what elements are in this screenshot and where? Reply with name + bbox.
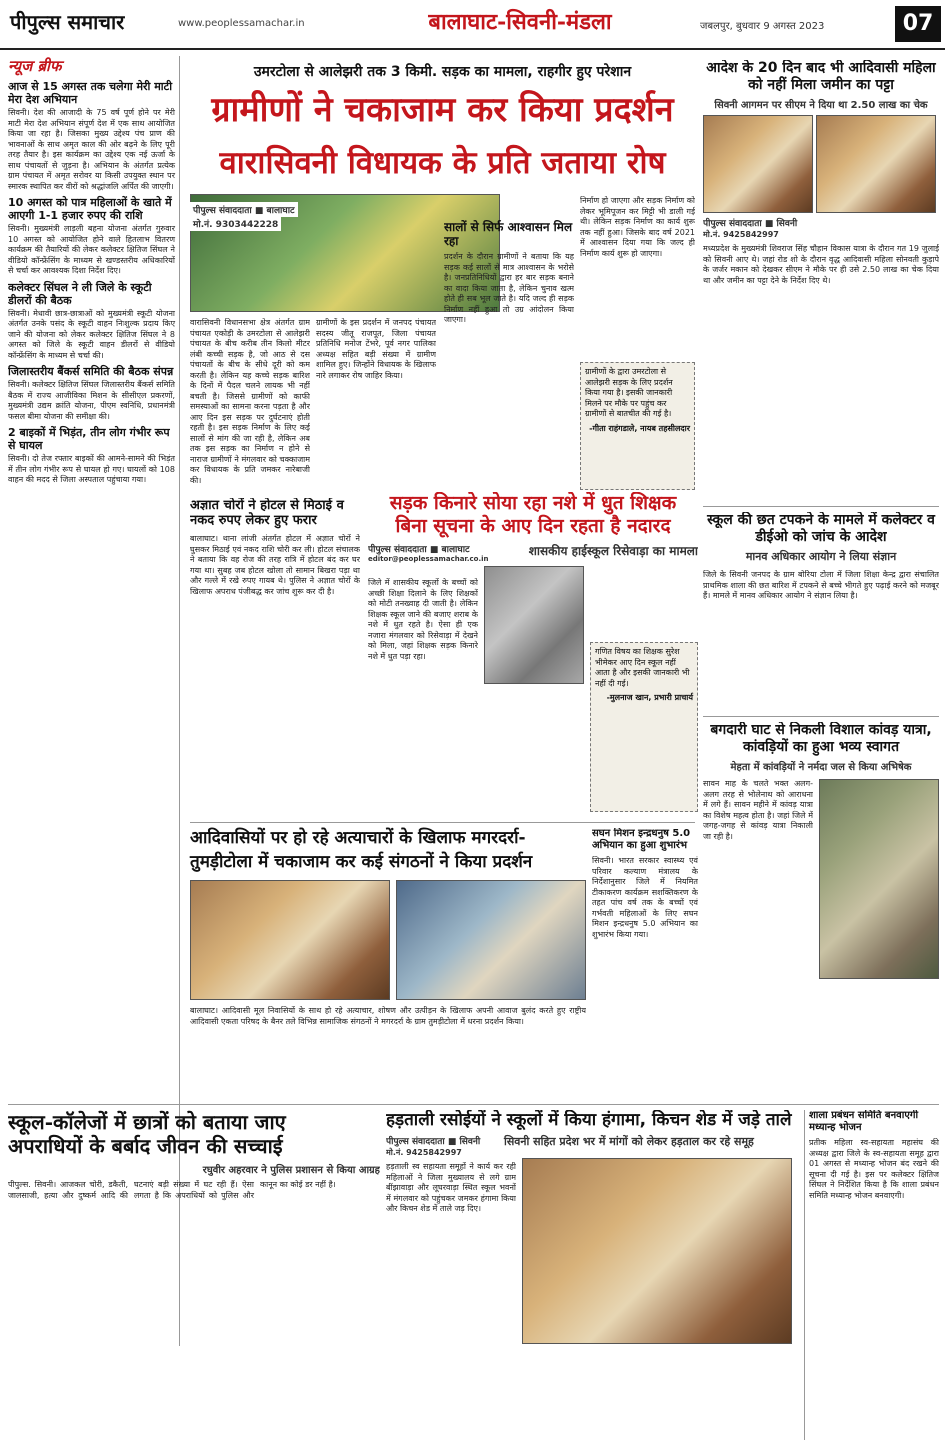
lead-headline: ग्रामीणों ने चकाजाम कर किया प्रदर्शन xyxy=(211,90,674,130)
page-number: 07 xyxy=(895,6,941,42)
cook-strike-headline: हड़ताली रसोईयों ने स्कूलों में किया हंगामा, किचन शेड में जड़े ताले xyxy=(386,1110,792,1130)
teacher-subheadline: बिना सूचना के आए दिन रहता है नदारद xyxy=(395,515,671,537)
lead-body: वारासिवनी विधानसभा क्षेत्र अंतर्गत ग्राम पंचायत एकोड़ी के उमरटोला से आलेझरी पंचायत के बीच करीब तीन किलो मीटर लंबी कच्ची सड़क है, जो आठ से दस पंचायतों के बीच के सीधे दूरी को कम करती है। लेकिन यह कच्चे सड़क बारिश के दिनों में पैदल चलने लायक भी नहीं बचती है। जिससे ग्रामीणों को काफी समस्याओं का सामना करना पड़ता है और आए दिन इस सड़क पर दुर्घटनाएं होती रहती है। इस सड़क निर्माण के लिए कई सालों से मांग की जा रही है, लेकिन अब तक इस सड़क का निर्माण न होने से नाराज ग्रामीणों ने मंगलवार को चक्काजाम कर विधायक के प्रति जमकर नारेबाजी की। xyxy=(190,318,310,485)
sidebar-body: प्रदर्शन के दौरान ग्रामीणों ने बताया कि यह सड़क कई सालों से मात्र आश्वासन के भरोसे है। जनप्रतिनिधियों द्वारा हर बार सड़क बनाने का वादा किया जाता है, लेकिन चुनाव खत्म होते ही सब भूल जाते है। यदि जल्द ही सड़क निर्माण नहीं हुआ तो उग्र आंदोलन किया जाएगा। xyxy=(444,252,574,324)
meal-committee-body: प्रतीक महिला स्व-सहायता महासंघ की अध्यक्ष द्वारा जिले के स्व-सहायता समूह द्वारा 01 अगस्त से मध्यान्ह भोजन बंद रखने की सूचना दी गई है। इस पर कलेक्टर क्षितिज सिंघल ने निर्देशित किया है कि शाला प्रबंधन समिति मध्यान्ह भोजन बनवाएगी। xyxy=(809,1138,939,1200)
divider xyxy=(8,1104,939,1105)
cook-strike-story xyxy=(386,1110,796,1440)
divider xyxy=(703,716,939,717)
newspaper-logo: पीपुल्स समाचार xyxy=(10,10,125,34)
tribal-headline-text: आदिवासियों पर हो रहे अत्याचारों के खिलाफ मगरदर्रा- xyxy=(190,828,526,848)
teacher-photo xyxy=(484,566,584,684)
teacher-quote-attribution: -मुलनाज खान, प्रभारी प्राचार्य xyxy=(606,693,693,702)
right-body: मध्यप्रदेश के मुख्यमंत्री शिवराज सिंह चौहान विकास यात्रा के दौरान गत 19 जुलाई को सिवनी आए थे। जहां रोड शो के दौरान वृद्ध आदिवासी महिला सोनवती कुड़ापे के जर्जर मकान को देखकर सीएम ने मौके पर ही उसे 2.50 लाख का चेक दिया था और जमीन का पट्टा देने के निर्देश दिए थे। xyxy=(703,244,939,285)
teacher-email[interactable]: editor@peoplessamachar.co.in xyxy=(368,555,489,563)
crime-awareness-subheadline: अपराधियों के बर्बाद जीवन की सच्चाई xyxy=(8,1134,283,1158)
masthead xyxy=(0,0,945,50)
mission-headline: सघन मिशन इन्द्रधनुष 5.0 अभियान का हुआ शुभारंभ xyxy=(592,828,691,851)
theft-headline: अज्ञात चोरों ने होटल से मिठाई व नकद रुपए लेकर हुए फरार xyxy=(190,498,344,528)
right-photo-2 xyxy=(816,115,936,213)
cook-strike-byline: पीपुल्स संवाददाता ■ सिवनी xyxy=(386,1137,481,1147)
lead-body-2: ग्रामीणों के इस प्रदर्शन में जनपद पंचायत सदस्य जीतू राजपूत, जिला पंचायत प्रतिनिधि मनोज टेंभरे, पूर्व नगर पालिका अध्यक्ष सहित बड़ी संख्या में ग्रामीण शामिल हुए। जिन्होंने विधायक के खिलाफ नारे लगाकर रोष जाहिर किया। xyxy=(316,318,436,380)
sidebar-headline: सालों से सिर्फ आश्वासन मिल रहा xyxy=(444,220,573,248)
school-roof-headline: स्कूल की छत टपकने के मामले में कलेक्टर व डीईओ को जांच के आदेश xyxy=(707,512,935,545)
right-byline: पीपुल्स संवाददाता ■ सिवनी xyxy=(703,219,798,229)
lead-quote: ग्रामीणों के द्वारा उमरटोला से आलेझरी सड़क के लिए प्रदर्शन किया गया है। इसकी जानकारी मिलने पर मौके पर पहुंच कर ग्रामीणों से बातचीत की गई है। xyxy=(585,367,673,418)
lead-sidebar xyxy=(444,210,574,490)
teacher-story xyxy=(368,492,698,818)
lead-body-3: निर्माण हो जाएगा और सड़क निर्माण को लेकर भूमिपूजन कर मिट्टी भी डाली गई थी। लेकिन सड़क निर्माण का कार्य शुरू तक नहीं हुआ। जिसके बाद वर्ष 2021 में आश्वासन दिया गया कि जल्द ही निर्माण कार्य शुरू हो जाएगा। xyxy=(580,196,695,258)
lead-quote-box xyxy=(580,362,695,490)
kanwar-kicker: मेहता में कांवड़ियों ने नर्मदा जल से किया अभिषेक xyxy=(730,762,912,773)
school-roof-kicker: मानव अधिकार आयोग ने लिया संज्ञान xyxy=(745,550,897,563)
tribal-photo-1 xyxy=(190,880,390,1000)
crime-awareness-body: पीपुल्स. सिवनी। आजकल चोरी, डकैती, जालसाजी, हत्या और दुष्कर्म आदि की घटनाएं बड़ी संख्या में घट रही हैं। ऐसा लगता है कि अपराधियों को पुलिस और कानून का कोई डर नहीं है। xyxy=(8,1180,336,1200)
kanwar-body: सावन माह के चलते भक्त अलग-अलग तरह से भोलेनाथ को आराधना में लगे हैं। सावन महीने में कांवड़ यात्रा का विशेष महत्व होता है। जहां जिले में जगह-जगह से कांवड़ यात्रा निकाली जा रही है। xyxy=(703,779,813,841)
brief-headline: जिलास्तरीय बैंकर्स समिति की बैठक संपन्न xyxy=(8,365,174,378)
crime-awareness-story xyxy=(8,1110,380,1440)
meal-committee-box xyxy=(804,1110,939,1440)
kanwar-story xyxy=(703,722,939,1102)
brief-body: सिवनी। देश की आजादी के 75 वर्ष पूर्ण होने पर मेरी माटी मेरा देश अभियान संपूर्ण देश में एक साथ आयोजित किया जा रहा है। जिसका मुख्य उद्देश्य पंच प्राण की भावनाओं के साथ अमृत काल की ओर बढ़ने के लिए पूरी तरह तैयार है। इस कार्यक्रम का उद्देश्य एक नई ऊर्जा के साथ पंचायतों से जुड़ना है। अभियान के अंतर्गत प्रत्येक ग्राम पंचायत में अमृत सरोवर या किसी उपयुक्त स्थान पर स्मारक स्थापित कर वीरों को श्रद्धांजलि अर्पित की जाएगी। xyxy=(8,108,175,191)
brief-headline: कलेक्टर सिंघल ने ली जिले के स्कूटी डीलरों की बैठक xyxy=(8,280,152,307)
brief-headline: आज से 15 अगस्त तक चलेगा मेरी माटी मेरा देश अभियान xyxy=(8,80,173,106)
right-headline: आदेश के 20 दिन बाद भी आदिवासी महिला को नहीं मिला जमीन का पट्टा xyxy=(706,60,936,93)
mission-story xyxy=(592,828,698,1098)
teacher-byline: पीपुल्स संवाददाता ■ बालाघाट xyxy=(368,545,470,555)
lead-kicker: उमरटोला से आलेझरी तक 3 किमी. सड़क का मामला, राहगीर हुए परेशान xyxy=(253,64,632,80)
lead-mobile: मो.नं. 9303442228 xyxy=(190,216,281,231)
lead-byline: पीपुल्स संवाददाता ■ बालाघाट xyxy=(190,202,298,217)
meal-committee-headline: शाला प्रबंधन समिति बनवाएगी मध्यान्ह भोजन xyxy=(809,1110,919,1133)
mission-body: सिवनी। भारत सरकार स्वास्थ्य एवं परिवार कल्याण मंत्रालय के निर्देशानुसार जिले में नियमित टीकाकरण कार्यक्रम सशक्तिकरण के तहत पांच वर्ष तक के बच्चों एवं गर्भवती महिलाओं के लिए सघन मिशन इन्द्रधनुष 5.0 अभियान का शुभारंभ किया गया। xyxy=(592,856,698,939)
teacher-kicker: शासकीय हाईस्कूल रिसेवाड़ा का मामला xyxy=(528,544,698,558)
brief-body: सिवनी। मुख्यमंत्री लाड़ली बहना योजना अंतर्गत गुरुवार 10 अगस्त को आयोजित होने वाले हितलाभ वितरण कार्यक्रम की तैयारियों की लेकर कलेक्टर क्षितिज सिंघल ने वीडियो कॉन्फ्रेंसिंग के माध्यम से खण्डस्तरीय अधिकारियों से चर्चा कर आवश्यक दिशा निर्देश दिए। xyxy=(8,224,175,275)
kanwar-headline: बगदारी घाट से निकली विशाल कांवड़ यात्रा, कांवड़ियों का हुआ भव्य स्वागत xyxy=(710,722,932,755)
edition-title: बालाघाट-सिवनी-मंडला xyxy=(428,9,612,35)
cook-strike-kicker: सिवनी सहित प्रदेश भर में मांगों को लेकर हड़ताल कर रहे समूह xyxy=(504,1135,754,1148)
divider xyxy=(703,506,939,507)
tribal-photo-2 xyxy=(396,880,586,1000)
crime-awareness-kicker: रघुवीर अहरवार ने पुलिस प्रशासन से किया आग्रह xyxy=(202,1165,380,1176)
kanwar-photo xyxy=(819,779,939,979)
lead-subheadline: वारासिवनी विधायक के प्रति जताया रोष xyxy=(219,145,666,181)
brief-body: सिवनी। मेधावी छात्र-छात्राओं को मुख्यमंत्री स्कूटी योजना अंतर्गत उनके पसंद के स्कूटी वाहन निःशुल्क प्रदाय किए जाने की योजना को लेकर कलेक्टर क्षितिज सिंघल ने 8 अगस्त को जिले के स्कूटी वाहन डीलरों से वीडियो कॉन्फ्रेंसिंग के माध्यम से चर्चा की। xyxy=(8,308,175,360)
brief-body: सिवनी। कलेक्टर क्षितिज सिंघल जिलास्तरीय बैंकर्स समिति बैठक में राज्य आजीविका मिशन के सीसीएल प्रकरणों, मुख्यमंत्री उद्यम क्रांति योजना, पीएम स्वनिधि, प्रधानमंत्री फसल बीमा योजना की समीक्षा की। xyxy=(8,380,175,421)
crime-awareness-headline: स्कूल-कॉलेजों में छात्रों को बताया जाए xyxy=(8,1110,286,1134)
brief-body: सिवनी। दो तेज रफ्तार बाइकों की आमने-सामने की भिड़ंत में तीन लोग गंभीर रूप से घायल हो गए। घायलों को 108 वाहन की मदद से जिला अस्पताल पहुंचाया गया। xyxy=(8,454,175,484)
tribal-body: बालाघाट। आदिवासी मूल निवासियों के साथ हो रहे अत्याचार, शोषण और उत्पीड़न के खिलाफ अपनी आवाज बुलंद करते हुए राष्ट्रीय आदिवासी एकता परिषद के बैनर तले विभिन्न सामाजिक संगठनों ने मगरदर्रा के ग्राम तुमड़ीटोला में धरना प्रदर्शन किया। xyxy=(190,1006,586,1026)
teacher-headline: सड़क किनारे सोया रहा नशे में धुत शिक्षक xyxy=(389,492,677,514)
cook-strike-mobile: मो.नं. 9425842997 xyxy=(386,1148,462,1157)
divider xyxy=(190,822,695,823)
teacher-quote: गणित विषय का शिक्षक सुरेश भीमेकर आए दिन स्कूल नहीं आता है और इसकी जानकारी भी नहीं दी गई। xyxy=(595,647,690,688)
right-mobile: मो.नं. 9425842997 xyxy=(703,230,779,239)
brief-headline: 2 बाइकों में भिड़ंत, तीन लोग गंभीर रूप से घायल xyxy=(8,426,170,452)
website-url[interactable]: www.peoplessamachar.in xyxy=(178,18,305,29)
lead-quote-attribution: -गीता राहंगडाले, नायब तहसीलदार xyxy=(589,423,690,433)
tribal-subheadline-text: तुमड़ीटोला में चकाजाम कर कई संगठनों ने किया प्रदर्शन xyxy=(190,852,533,872)
theft-body: बालाघाट। थाना लांजी अंतर्गत होटल में अज्ञात चोरों ने घुसकर मिठाई एवं नकद राशि चोरी कर ली। होटल संचालक ने बताया कि वह रोज की तरह रात्रि में होटल बंद कर घर गया था। सुबह जब होटल खोला तो सामान बिखरा पड़ा था और गल्ले में रखे रुपए गायब थे। पुलिस ने अज्ञात चोरों के खिलाफ अपराध पंजीबद्ध कर जांच शुरू कर दी है। xyxy=(190,534,360,596)
right-photo-1 xyxy=(703,115,813,213)
theft-story xyxy=(190,498,360,818)
dateline: जबलपुर, बुधवार 9 अगस्त 2023 xyxy=(700,21,825,32)
school-roof-body: जिले के सिवनी जनपद के ग्राम बोरिया टोला में जिला शिक्षा केन्द्र द्वारा संचालित प्राथमिक शाला की छत बारिश में टपकने से बच्चे भीगते हुए पढ़ाई करने को मजबूर हैं। मामले में मानव अधिकार आयोग ने संज्ञान लिया है। xyxy=(703,570,939,600)
cook-strike-photo xyxy=(522,1158,792,1344)
school-roof-story xyxy=(703,512,939,712)
right-kicker: सिवनी आगमन पर सीएम ने दिया था 2.50 लाख का चेक xyxy=(714,100,928,111)
teacher-quote-box xyxy=(590,642,698,812)
right-tribal-woman-story xyxy=(703,60,939,500)
news-brief-tag: न्यूज ब्रीफ xyxy=(8,57,62,75)
brief-headline: 10 अगस्त को पात्र महिलाओं के खाते में आएगी 1-1 हजार रुपए की राशि xyxy=(8,196,172,222)
cook-strike-body: हड़ताली स्व सहायता समूहों ने कार्य कर रही महिलाओं ने जिला मुख्यालय से लगे ग्राम बींझावाड़ा और लूघरवाड़ा स्थित स्कूल भवनों में मंगलवार को पहुंचकर जमकर हंगामा किया और किचन शेड में ताले जड़ दिए। xyxy=(386,1162,516,1213)
teacher-body: जिले में शासकीय स्कूलों के बच्चों को अच्छी शिक्षा दिलाने के लिए शिक्षकों को मोटी तनख्वाह दी जाती है। लेकिन शिक्षक स्कूल जाने की बजाए शराब के नशे में धुत रहते है। ऐसा ही एक नजारा मंगलवार को रिसेवाड़ा में देखने को मिला, जहां शिक्षक सड़क किनारे नशे में धुत पड़ा रहा। xyxy=(368,578,478,661)
